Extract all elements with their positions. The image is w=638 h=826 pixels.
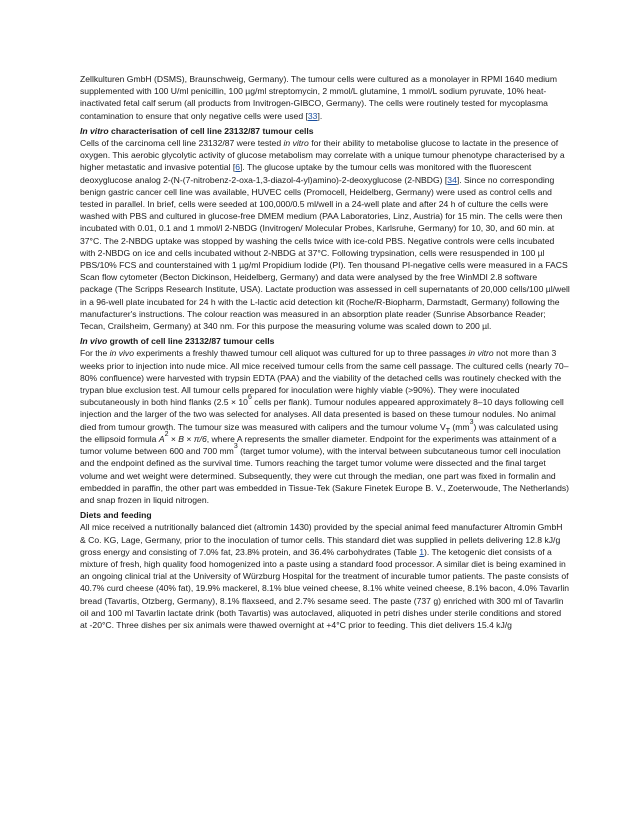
section-heading-in-vitro: In vitro characterisation of cell line 23132/87 tumour cells <box>80 125 314 136</box>
reference-link-6[interactable]: 6 <box>235 162 241 173</box>
table-link-1[interactable]: 1 <box>419 546 424 557</box>
paragraph-in-vitro: Cells of the carcinoma cell line 23132/87 were tested in vitro for their ability to metabolise glucose to lactate in the presence of oxygen. This aerobic glycolytic activity of glucose metabolism may correlate with a unique tumour phenotype characterised by a higher metastatic and invasive potential [6]. The glucose uptake by the tumour cells was monitored with the fluorescent deoxyglucose analog 2-(N-(7-nitrobenz-2-oxa-1,3-diazol-4-yl)amino)-2-deoxyglucose (2-NBDG) [34]. Since no corresponding benign gastric cancer cell line was available, HUVEC cells (Promocell, Heidelberg, Germany) were used as control cells and tested in parallel. In brief, cells were seeded at 100,000/0.5 ml/well in a 24-well plate and after 24 h of culture the cells were washed with PBS and cultured in glucose-free DMEM medium (PAA Laboratories, Linz, Austria) for 15 min. The cells were then incubated with 0.01, 0.1 and 1 mmol/l 2-NBDG (Invitrogen/ Molecular Probes, Karlsruhe, Germany) for 10, 30, and 60 min. at 37°C. The 2-NBDG uptake was stopped by washing the cells twice with ice-cold PBS. Negative controls were cells incubated with 2-NBDG on ice and cells incubated without 2-NBDG at 37°C. Following trypsination, cells were resuspended in 100 µl PBS/10% FCS and counterstained with 1 µg/ml Propidium Iodide (PI). Ten thousand PI-negative cells were measured in a FACS Scan flow cytometer (Becton Dickinson, Heidelberg, Germany) and data were analysed by the free WinMDI 2.8 software package (The Scripps Research Institute, USA). Lactate production was assessed in cell supernatants of 20,000 cells/100 µl/well in a 96-well plate incubated for 24 h with the L-lactic acid detection kit (Roche/R-Biopharm, Darmstadt, Germany) following the manufacturer's instructions. The colour reaction was measured in an absorption plate reader (Sunrise Absorbance Reader; Tecan, Crailsheim, Germany) at 340 nm. For this purpose the measuring volume was scaled down to 200 µl. <box>80 138 570 332</box>
reference-link-34[interactable]: 34 <box>447 174 457 185</box>
article-body <box>80 73 570 631</box>
paragraph-diets: All mice received a nutritionally balanced diet (altromin 1430) provided by the special animal feed manufacturer Altromin GmbH & Co. KG, Lage, Germany, prior to the inoculation of tumor cells. This standard diet was supplied in pellets delivering 12.8 kJ/g gross energy and consisting of 7.0% fat, 23.8% protein, and 36.4% carbohydrates (Table 1). The ketogenic diet consists of a mixture of fresh, high quality food homogenized into a paste using a standard food processor. A similar diet is being examined in an ongoing clinical trial at the University of Würzburg Hospital for the treatment of incurable tumor patients. The paste consists of 40.7% curd cheese (40% fat), 19.9% mackerel, 8.1% blue veined cheese, 8.1% white veined cheese, 8.1% bacon, 4.0% Tavarlin bread (Tavartis, Otzberg, Germany), 8.1% flaxseed, and 2.7% sesame seed. The paste (737 g) enriched with 300 ml of Tavarlin oil and 100 ml Tavarlin lactate drink (both Tavartis) was autoclaved, aliquoted in petri dishes under sterile conditions and stored at -20°C. Three dishes per six animals were thawed overnight at +4°C prior to feeding. This diet delivers 15.4 kJ/g <box>80 522 570 630</box>
reference-link-33[interactable]: 33 <box>307 110 318 121</box>
section-heading-in-vivo: In vivo growth of cell line 23132/87 tumour cells <box>80 336 275 347</box>
paragraph-cell-culture: Zellkulturen GmbH (DSMS), Braunschweig, Germany). The tumour cells were cultured as a monolayer in RPMI 1640 medium supplemented with 100 U/ml penicillin, 100 µg/ml streptomycin, 2 mmol/L glutamine, 1 mmol/L sodium pyruvate, 10% heat-inactivated fetal calf serum (all products from Invitrogen-GIBCO, Germany). The cells were routinely tested for mycoplasma contamination to ensure that only negative cells were used [33]. <box>80 74 557 121</box>
section-heading-diets: Diets and feeding <box>80 510 152 521</box>
paragraph-in-vivo: For the in vivo experiments a freshly thawed tumour cell aliquot was cultured for up to three passages in vitro not more than 3 weeks prior to injection into nude mice. All mice received tumour cells from the same cell passage. The cultured cells (nearly 70–80% confluence) were harvested with trypsin EDTA (PAA) and the viability of the detached cells was routinely checked with the trypan blue exclusion test. All tumour cells prepared for inoculation were highly viable (>90%). They were inoculated subcutaneously in both hind flanks ($2.5 \times 10^6$ cells per flank). Tumour nodules appeared approximately 8–10 days following cell injection and the larger of the two was selected for analyses. All data presented is based on these tumour nodules. No animal died from tumour growth. The tumour size was measured with calipers and the tumour volume $V_T$ $(mm^3)$ was calculated using the ellipsoid formula $A^2 \times B \times \pi/6$, where A represents the smaller diameter. Endpoint for the experiments was attainment of a tumor volume between 600 and 700 $mm^3$ (target tumor volume), with the interval between subcutaneous tumor cell inoculation and the endpoint defined as the survival time. Tumors reaching the target tumor volume were dissected and the final target volume and wet weight were determined. Subsequently, they were cut through the median, one part was fixed in formalin and embedded in paraffin, the other part was embedded in Tissue-Tek (Sakure Finetek Europe B. V., Zoeterwoude, The Netherlands) and snap frozen in liquid nitrogen. <box>80 348 570 505</box>
